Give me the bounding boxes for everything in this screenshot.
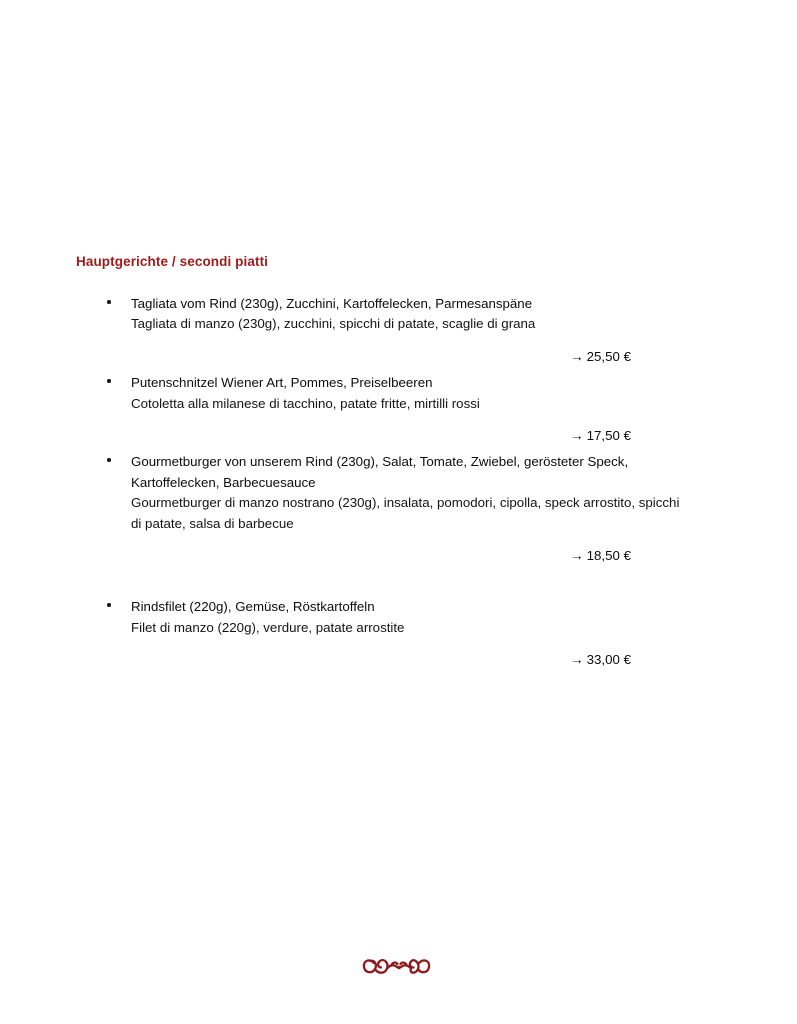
menu-item	[0, 452, 797, 566]
dish-name-italian: Gourmetburger di manzo nostrano (230g), insalata, pomodori, cipolla, speck arrostito, spicchi di patate, salsa di barbecue	[131, 495, 680, 531]
menu-item-list	[0, 294, 797, 677]
arrow-right-icon: →	[570, 652, 584, 668]
price-row	[131, 347, 717, 367]
dish-name-german: Tagliata vom Rind (230g), Zucchini, Kartoffelecken, Parmesanspäne	[131, 296, 533, 311]
dish-name-german: Putenschnitzel Wiener Art, Pommes, Preiselbeeren	[131, 375, 433, 391]
price-amount: 25,50 €	[586, 348, 631, 364]
dish-price	[570, 546, 631, 566]
price-amount: 33,00 €	[586, 652, 631, 668]
price-row	[131, 546, 717, 566]
price-amount: 17,50 €	[586, 428, 631, 444]
dish-name-german: Gourmetburger von unserem Rind (230g), Salat, Tomate, Zwiebel, gerösteter Speck, Kartoffelecken, Barbecuesauce	[131, 454, 629, 490]
arrow-right-icon: →	[570, 548, 584, 564]
menu-item	[0, 373, 797, 446]
bullet-icon	[107, 458, 111, 462]
arrow-right-icon: →	[570, 348, 584, 364]
bullet-icon	[107, 603, 111, 607]
bullet-icon	[107, 300, 111, 304]
footer-ornament-container	[0, 952, 797, 982]
dish-price	[570, 650, 631, 670]
section-heading: Hauptgerichte / secondi piatti	[76, 254, 269, 269]
dish-price	[570, 347, 631, 367]
menu-item	[0, 597, 797, 670]
price-row	[131, 650, 717, 670]
dish-name-italian: Cotoletta alla milanese di tacchino, patate fritte, mirtilli rossi	[131, 395, 480, 411]
arrow-right-icon: →	[570, 428, 584, 444]
dish-price	[570, 426, 631, 446]
price-amount: 18,50 €	[586, 548, 631, 564]
floral-scroll-ornament-icon	[361, 952, 437, 982]
dish-name-italian: Tagliata di manzo (230g), zucchini, spicchi di patate, scaglie di grana	[131, 316, 536, 332]
bullet-icon	[107, 379, 111, 383]
menu-item	[0, 294, 797, 367]
dish-name-german: Rindsfilet (220g), Gemüse, Röstkartoffeln	[131, 599, 375, 615]
price-row	[131, 426, 717, 446]
dish-name-italian: Filet di manzo (220g), verdure, patate arrostite	[131, 619, 405, 635]
